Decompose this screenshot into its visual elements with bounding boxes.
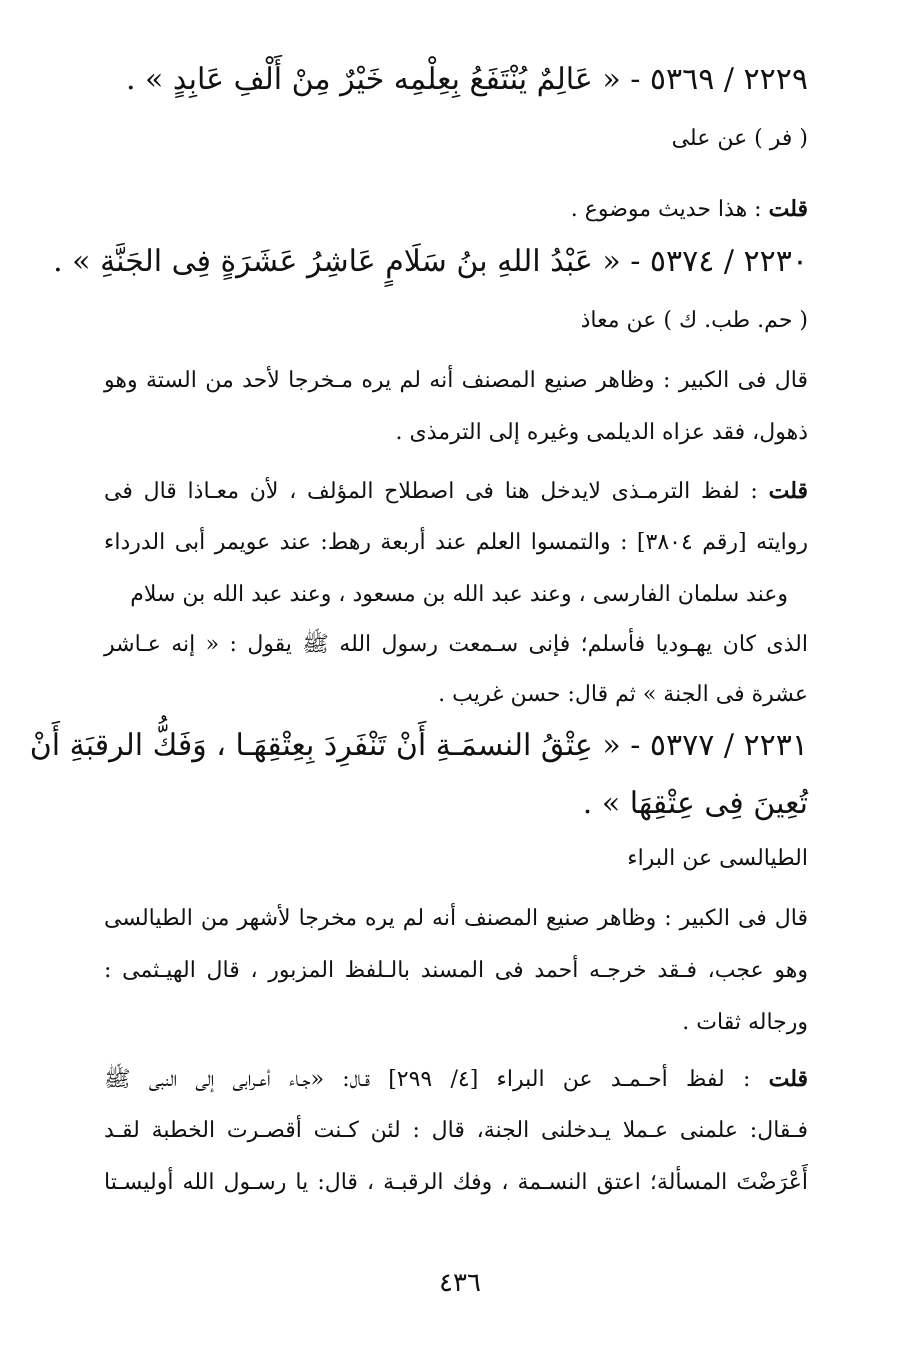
note-2229-1: [571, 196, 808, 223]
note-2230-line-5: عشرة فى الجنة » ثم قال: حسن غريب .: [438, 682, 808, 707]
commentary-2231-line-2: وهو عجب، فـقد خرجـه أحمد فى المسند بالـلفظ المزبور ، قال الهيـثمى :: [104, 958, 808, 983]
note-2231-line-1: [104, 1066, 808, 1093]
hadith-2229-text: ٢٢٢٩ / ٥٣٦٩ - « عَالِمٌ يُنْتَفَعُ بِعِلْمِه خَيْرٌ مِنْ أَلْفِ عَابِدٍ » .: [125, 62, 808, 97]
commentary-2230-line-2: ذهول، فقد عزاه الديلمى وغيره إلى الترمذى .: [395, 420, 808, 445]
hadith-2230-text: ٢٢٣٠ / ٥٣٧٤ - « عَبْدُ اللهِ بنُ سَلَامٍ عَاشِرُ عَشَرَةٍ فِى الجَنَّةِ » .: [53, 244, 808, 279]
note-2231-line-3: أَعْرَضْتَ المسألة؛ اعتق النسـمة ، وفك الرقبـة ، قال: يا رسـول الله أوليسـتا: [104, 1170, 808, 1195]
hadith-2230-source: ( حم. طب. ك ) عن معاذ: [580, 308, 808, 333]
note-lead: قلت: [768, 1066, 808, 1092]
note-text: : هذا حديث موضوع .: [570, 197, 762, 222]
note-lead: قلت: [768, 478, 808, 504]
hadith-2231-source: الطيالسى عن البراء: [627, 846, 808, 871]
commentary-2231-line-1: قال فى الكبير : وظاهر صنيع المصنف أنه لم يره مخرجا لأشهر من الطيالسى: [104, 906, 808, 931]
commentary-2230-line-1: قال فى الكبير : وظاهر صنيع المصنف أنه لم يره مـخرجا لأحد من الستة وهو: [104, 368, 808, 393]
hadith-2231-text-line-2: تُعِينَ فِى عِتْقِهَا » .: [582, 786, 808, 821]
note-text: : لفظ أحـمـد عن البراء [٤/ ٢٩٩] قـال: «جـاء أعـرابى إلى النبى ﷺ: [104, 1067, 751, 1092]
note-2231-line-2: فـقال: علمنى عـملا يـدخلنى الجنة، قال : لئن كـنت أقصـرت الخطبة لقـد: [104, 1118, 808, 1143]
hadith-2231-text-line-1: ٢٢٣١ / ٥٣٧٧ - « عِتْقُ النسمَـةِ أَنْ تَنْفَرِدَ بِعِتْقِهَـا ، وَفَكُّ الرقبَةِ أَنْ: [29, 728, 808, 763]
note-2230-line-3: وعند سلمان الفارسى ، وعند عبد الله بن مسعود ، وعند عبد الله بن سلام: [130, 582, 788, 607]
hadith-2229-source: ( فر ) عن على: [671, 126, 808, 151]
note-text: : لفظ الترمـذى لايدخل هنا فى اصطلاح المؤلف ، لأن معـاذا قال فى: [104, 479, 758, 504]
page-number: ٤٣٦: [439, 1268, 481, 1298]
note-2230-line-4: الذى كان يهـوديا فأسلم؛ فإنى سـمعت رسول الله ﷺ يقول : « إنه عـاشر: [104, 632, 808, 657]
note-2230-line-2: روايته [رقم ٣٨٠٤] : والتمسوا العلم عند أربعة رهط: عند عويمر أبى الدرداء: [104, 530, 808, 555]
note-2230-line-1: [104, 478, 808, 505]
commentary-2231-line-3: ورجاله ثقات .: [682, 1010, 808, 1035]
note-lead: قلت: [768, 196, 808, 222]
